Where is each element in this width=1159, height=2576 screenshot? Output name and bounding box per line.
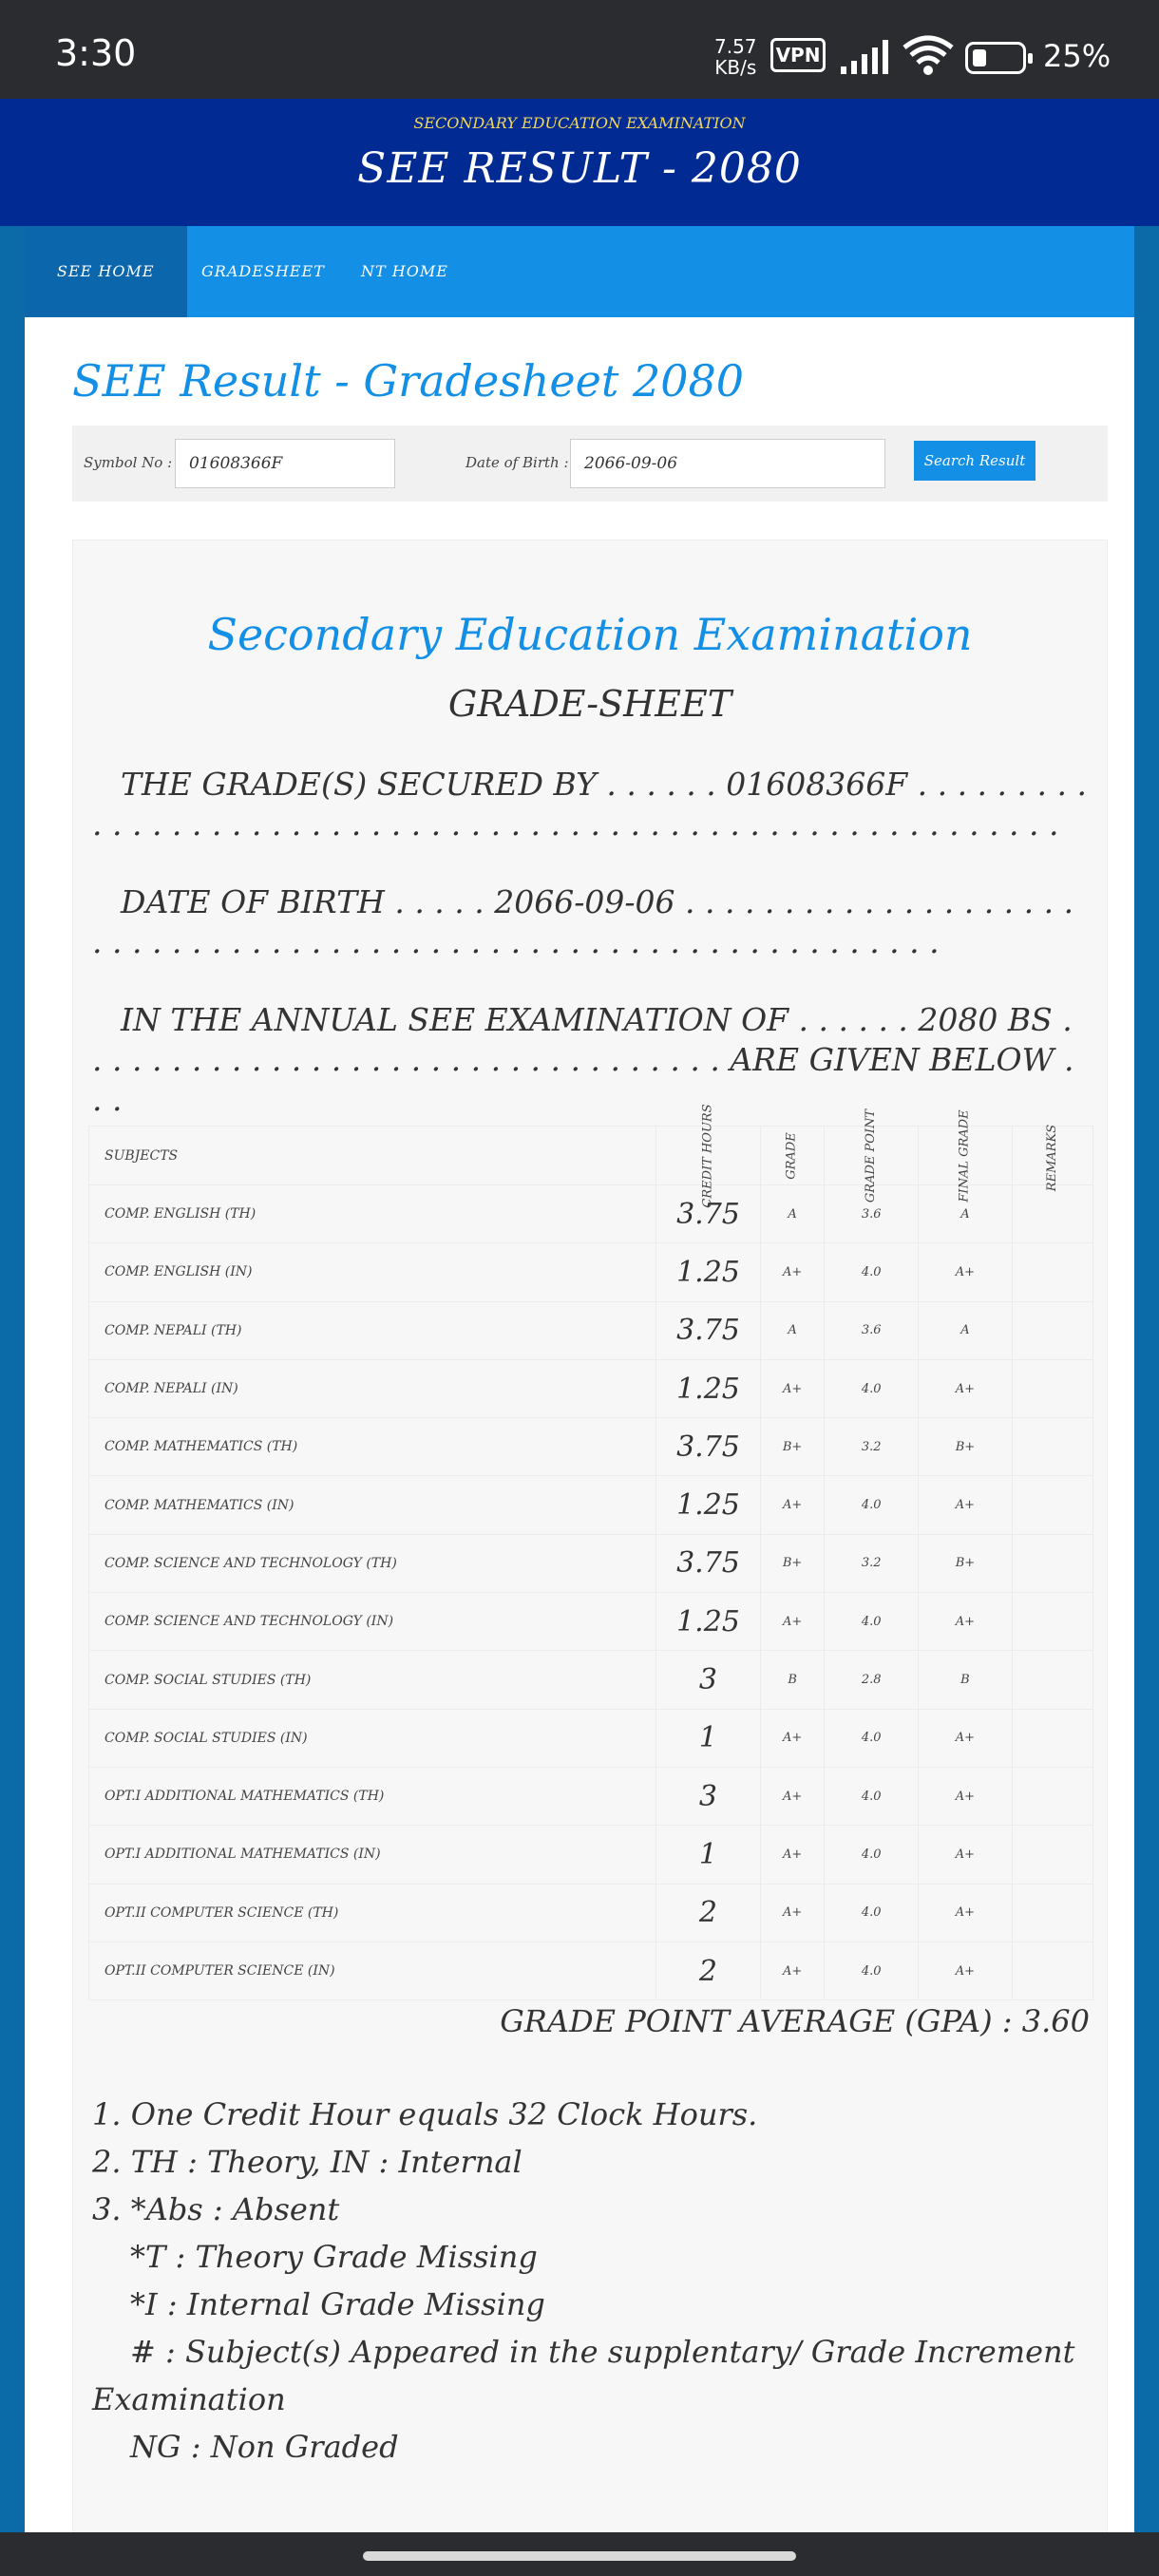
grade-sheet [72, 540, 1108, 2532]
grades-table [88, 1104, 1093, 2000]
credit-cell: 1 [656, 1709, 760, 1767]
note-item: NG : Non Graded [130, 2429, 399, 2465]
grade-cell: A+ [761, 1767, 825, 1825]
remarks-cell [1012, 1185, 1093, 1243]
grade-cell: A+ [761, 1359, 825, 1417]
nav-nt-home[interactable]: NT HOME [361, 262, 448, 280]
grade-cell: A+ [761, 1884, 825, 1941]
status-time: 3:30 [55, 32, 137, 74]
credit-cell: 3.75 [656, 1301, 760, 1359]
credit-cell: 1 [656, 1826, 760, 1884]
network-speed-unit: KB/s [714, 56, 757, 79]
remarks-cell [1012, 1884, 1093, 1941]
notes-list [92, 2091, 1090, 2471]
table-row [89, 1651, 1093, 1709]
final-grade-cell: A+ [919, 1476, 1012, 1534]
remarks-cell [1012, 1767, 1093, 1825]
note-item: 1. One Credit Hour equals 32 Clock Hours. [92, 2096, 758, 2132]
subject-cell: COMP. NEPALI (TH) [89, 1301, 656, 1359]
table-row [89, 1593, 1093, 1651]
final-grade-cell: A [919, 1301, 1012, 1359]
grade-point-cell: 4.0 [825, 1826, 919, 1884]
note-item: Examination [92, 2381, 286, 2417]
final-grade-cell: A+ [919, 1709, 1012, 1767]
grade-point-cell: 4.0 [825, 1359, 919, 1417]
battery-percent: 25% [1043, 38, 1112, 74]
header-credit-text: CREDIT HOURS [700, 1104, 715, 1208]
grade-cell: A+ [761, 1476, 825, 1534]
header-grade-point [825, 1108, 919, 1203]
grade-cell: A+ [761, 1941, 825, 1999]
credit-cell: 3 [656, 1767, 760, 1825]
table-row [89, 1301, 1093, 1359]
banner-subtitle: SECONDARY EDUCATION EXAMINATION [413, 114, 746, 132]
grade-point-cell: 4.0 [825, 1884, 919, 1941]
secured-by-line: THE GRADE(S) SECURED BY . . . . . . 01608366F . . . . . . . . . . . . . . . . . . . . . . . . . . . . . . . . . . . . . . . . . . . . . . . . . . . . . . . . . . [92, 766, 1087, 843]
table-header-row [89, 1127, 1093, 1185]
table-row [89, 1185, 1093, 1243]
battery-icon [965, 42, 1026, 74]
search-form [72, 426, 1108, 502]
subject-cell: OPT.I ADDITIONAL MATHEMATICS (IN) [89, 1826, 656, 1884]
subject-cell: OPT.II COMPUTER SCIENCE (IN) [89, 1941, 656, 1999]
grade-point-cell: 4.0 [825, 1709, 919, 1767]
remarks-cell [1012, 1593, 1093, 1651]
credit-cell: 3 [656, 1651, 760, 1709]
remarks-cell [1012, 1476, 1093, 1534]
header-final-grade [919, 1109, 1012, 1203]
network-speed [714, 36, 757, 78]
grade-point-cell: 2.8 [825, 1651, 919, 1709]
subject-cell: COMP. SCIENCE AND TECHNOLOGY (IN) [89, 1593, 656, 1651]
subject-cell: OPT.II COMPUTER SCIENCE (TH) [89, 1884, 656, 1941]
subject-cell: COMP. SOCIAL STUDIES (IN) [89, 1709, 656, 1767]
credit-cell: 1.25 [656, 1359, 760, 1417]
final-grade-cell: A+ [919, 1359, 1012, 1417]
symbol-label: Symbol No : [84, 454, 173, 471]
credit-cell: 3.75 [656, 1534, 760, 1592]
credit-cell: 2 [656, 1941, 760, 1999]
grade-point-cell: 4.0 [825, 1243, 919, 1301]
table-row [89, 1243, 1093, 1301]
table-row [89, 1884, 1093, 1941]
symbol-input[interactable] [175, 439, 395, 488]
header-grade-point-text: GRADE POINT [864, 1108, 879, 1203]
header-grade [761, 1127, 825, 1185]
note-item: 3. *Abs : Absent [92, 2191, 340, 2227]
grade-cell: A+ [761, 1593, 825, 1651]
grade-point-cell: 3.2 [825, 1418, 919, 1476]
note-item: # : Subject(s) Appeared in the supplentary/ Grade Increment [130, 2334, 1075, 2370]
credit-cell: 1.25 [656, 1593, 760, 1651]
grade-cell: B [761, 1651, 825, 1709]
final-grade-cell: A+ [919, 1826, 1012, 1884]
exam-line: IN THE ANNUAL SEE EXAMINATION OF . . . . . . 2080 BS . . . . . . . . . . . . . . . . . . . . . . . . . . . . . . . . . ARE GIVEN BELOW . . . [92, 1001, 1074, 1118]
gesture-nav-bar [0, 2532, 1159, 2576]
grade-point-cell: 4.0 [825, 1941, 919, 1999]
dob-input[interactable] [570, 439, 885, 488]
final-grade-cell: A+ [919, 1941, 1012, 1999]
credit-cell: 3.75 [656, 1418, 760, 1476]
final-grade-cell: A [919, 1185, 1012, 1243]
search-result-button[interactable]: Search Result [914, 441, 1036, 481]
credit-cell: 3.75 [656, 1185, 760, 1243]
grade-point-cell: 4.0 [825, 1593, 919, 1651]
vpn-icon: VPN [770, 38, 826, 72]
grade-cell: A+ [761, 1709, 825, 1767]
grade-point-cell: 3.6 [825, 1301, 919, 1359]
status-bar [0, 0, 1159, 99]
final-grade-cell: A+ [919, 1593, 1012, 1651]
remarks-cell [1012, 1243, 1093, 1301]
table-row [89, 1941, 1093, 1999]
subject-cell: COMP. NEPALI (IN) [89, 1359, 656, 1417]
sheet-title: Secondary Education Examination [207, 609, 973, 660]
final-grade-cell: A+ [919, 1767, 1012, 1825]
subject-cell: OPT.I ADDITIONAL MATHEMATICS (TH) [89, 1767, 656, 1825]
nav-see-home[interactable]: SEE HOME [25, 226, 187, 317]
header-remarks [1012, 1124, 1093, 1192]
subject-cell: COMP. ENGLISH (IN) [89, 1243, 656, 1301]
remarks-cell [1012, 1359, 1093, 1417]
remarks-cell [1012, 1709, 1093, 1767]
table-row [89, 1826, 1093, 1884]
grade-cell: A [761, 1185, 825, 1243]
grade-cell: B+ [761, 1418, 825, 1476]
signal-icon [839, 38, 892, 76]
final-grade-cell: A+ [919, 1884, 1012, 1941]
subject-cell: COMP. ENGLISH (TH) [89, 1185, 656, 1243]
page-title: SEE Result - Gradesheet 2080 [72, 355, 745, 407]
table-row [89, 1709, 1093, 1767]
nav-gradesheet[interactable]: GRADESHEET [201, 262, 325, 280]
final-grade-cell: B+ [919, 1534, 1012, 1592]
credit-cell: 2 [656, 1884, 760, 1941]
header-final-grade-text: FINAL GRADE [957, 1109, 972, 1203]
remarks-cell [1012, 1826, 1093, 1884]
header-grade-text: GRADE [785, 1132, 800, 1180]
credit-cell: 1.25 [656, 1243, 760, 1301]
header-remarks-text: REMARKS [1044, 1124, 1059, 1192]
table-row [89, 1359, 1093, 1417]
remarks-cell [1012, 1301, 1093, 1359]
main-nav [25, 226, 1134, 317]
subject-cell: COMP. SOCIAL STUDIES (TH) [89, 1651, 656, 1709]
subject-cell: COMP. MATHEMATICS (TH) [89, 1418, 656, 1476]
header-subjects: SUBJECTS [89, 1127, 656, 1185]
table-row [89, 1767, 1093, 1825]
banner-title: SEE RESULT - 2080 [357, 144, 802, 193]
gpa-line: GRADE POINT AVERAGE (GPA) : 3.60 [500, 2003, 1090, 2039]
network-speed-value: 7.57 [714, 35, 757, 58]
grade-point-cell: 4.0 [825, 1476, 919, 1534]
dob-label: Date of Birth : [466, 454, 569, 471]
note-item: 2. TH : Theory, IN : Internal [92, 2144, 522, 2180]
table-row [89, 1476, 1093, 1534]
remarks-cell [1012, 1418, 1093, 1476]
remarks-cell [1012, 1651, 1093, 1709]
note-item: *I : Internal Grade Missing [130, 2286, 545, 2322]
table-row [89, 1534, 1093, 1592]
credit-cell: 1.25 [656, 1476, 760, 1534]
grade-cell: A+ [761, 1243, 825, 1301]
note-item: *T : Theory Grade Missing [130, 2239, 538, 2275]
sheet-subtitle: GRADE-SHEET [447, 683, 732, 725]
grade-cell: A [761, 1301, 825, 1359]
final-grade-cell: B+ [919, 1418, 1012, 1476]
table-row [89, 1418, 1093, 1476]
header-banner [0, 99, 1159, 226]
grade-cell: A+ [761, 1826, 825, 1884]
page-content [25, 226, 1134, 2532]
dob-line: DATE OF BIRTH . . . . . 2066-09-06 . . . . . . . . . . . . . . . . . . . . . . . . . . . . . . . . . . . . . . . . . . . . . . . . . . . . . . . . . . . . . . . [92, 883, 1074, 960]
wifi-icon [902, 36, 954, 76]
home-handle[interactable] [363, 2551, 796, 2561]
header-credit-hours [656, 1104, 760, 1208]
grade-cell: B+ [761, 1534, 825, 1592]
grade-point-cell: 4.0 [825, 1767, 919, 1825]
final-grade-cell: A+ [919, 1243, 1012, 1301]
subject-cell: COMP. MATHEMATICS (IN) [89, 1476, 656, 1534]
grade-point-cell: 3.2 [825, 1534, 919, 1592]
remarks-cell [1012, 1941, 1093, 1999]
remarks-cell [1012, 1534, 1093, 1592]
subject-cell: COMP. SCIENCE AND TECHNOLOGY (TH) [89, 1534, 656, 1592]
final-grade-cell: B [919, 1651, 1012, 1709]
grade-point-cell: 3.6 [825, 1185, 919, 1243]
